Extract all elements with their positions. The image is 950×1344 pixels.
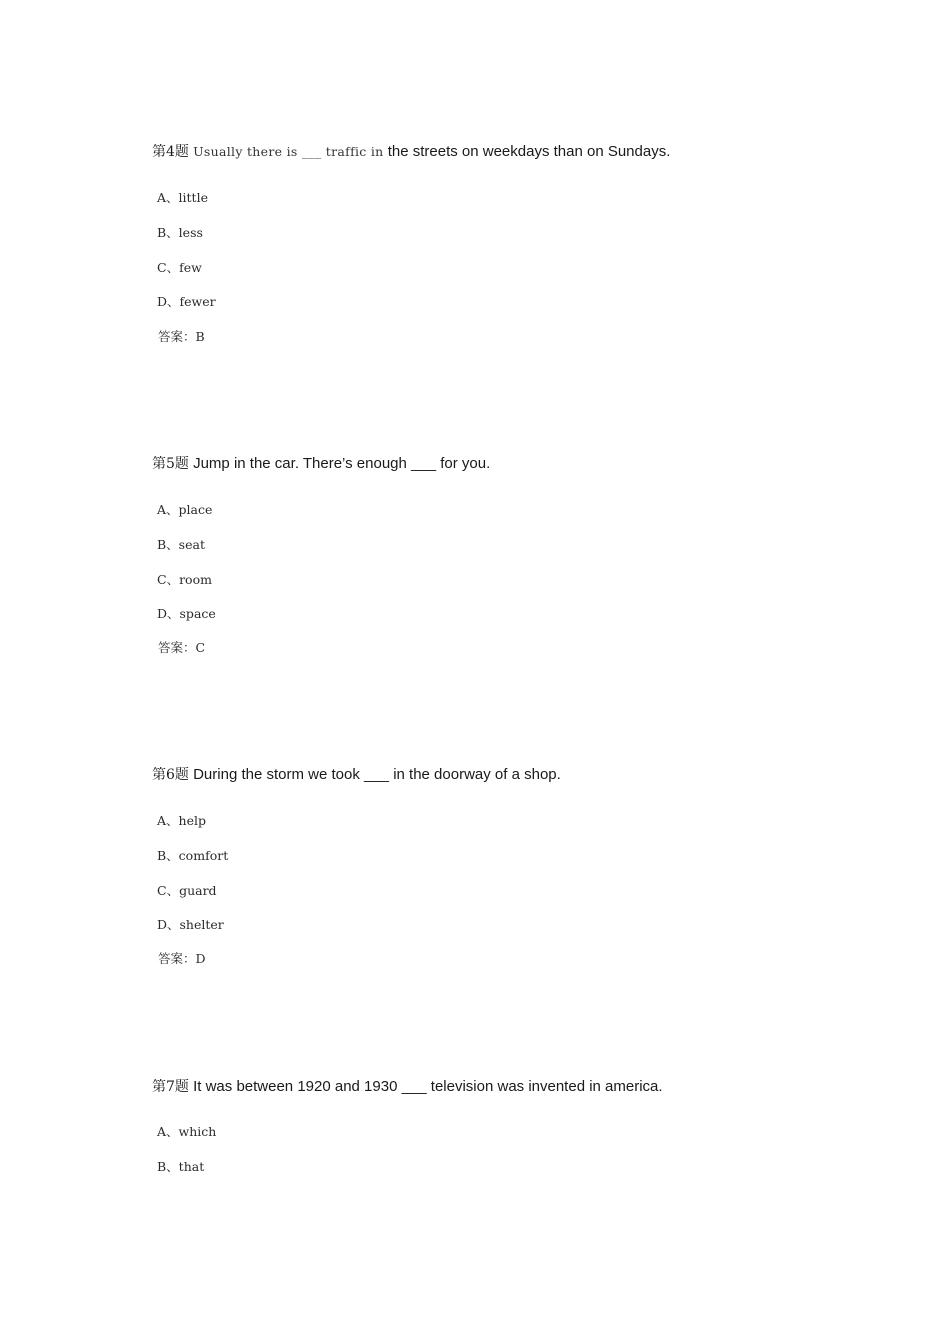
option-a: A、help	[157, 813, 206, 828]
question-number: 第5题	[152, 456, 189, 472]
question-number: 第7题	[152, 1079, 189, 1095]
question-text: the streets on weekdays than on Sundays.	[387, 143, 671, 160]
option-c: C、room	[157, 572, 212, 587]
question-stem	[152, 765, 892, 785]
question-number: 第6题	[152, 767, 189, 783]
question-stem	[152, 454, 892, 474]
question-stem	[152, 1077, 892, 1097]
question-text-serif: Usually there is ___ traffic in	[193, 144, 384, 159]
option-b: B、comfort	[157, 848, 229, 863]
question-4	[152, 142, 892, 344]
question-6	[152, 765, 892, 966]
question-text: Jump in the car. There’s enough ___ for you.	[193, 455, 491, 472]
option-b: B、less	[157, 225, 203, 240]
question-text: It was between 1920 and 1930 ___ television was invented in america.	[193, 1078, 663, 1095]
option-a: A、which	[157, 1124, 217, 1139]
question-5	[152, 454, 892, 655]
option-d: D、fewer	[157, 294, 216, 309]
option-b: B、that	[157, 1159, 205, 1174]
question-stem	[152, 142, 892, 162]
question-7	[152, 1077, 892, 1174]
answer: 答案：B	[158, 329, 205, 344]
question-text: During the storm we took ___ in the doorway of a shop.	[193, 766, 561, 783]
answer: 答案：D	[158, 951, 206, 966]
option-a: A、place	[157, 502, 213, 517]
option-c: C、guard	[157, 883, 217, 898]
option-d: D、shelter	[157, 917, 224, 932]
answer: 答案：C	[158, 640, 206, 655]
question-number: 第4题	[152, 144, 189, 160]
option-d: D、space	[157, 606, 216, 621]
option-c: C、few	[157, 260, 202, 275]
option-b: B、seat	[157, 537, 205, 552]
option-a: A、little	[157, 190, 208, 205]
